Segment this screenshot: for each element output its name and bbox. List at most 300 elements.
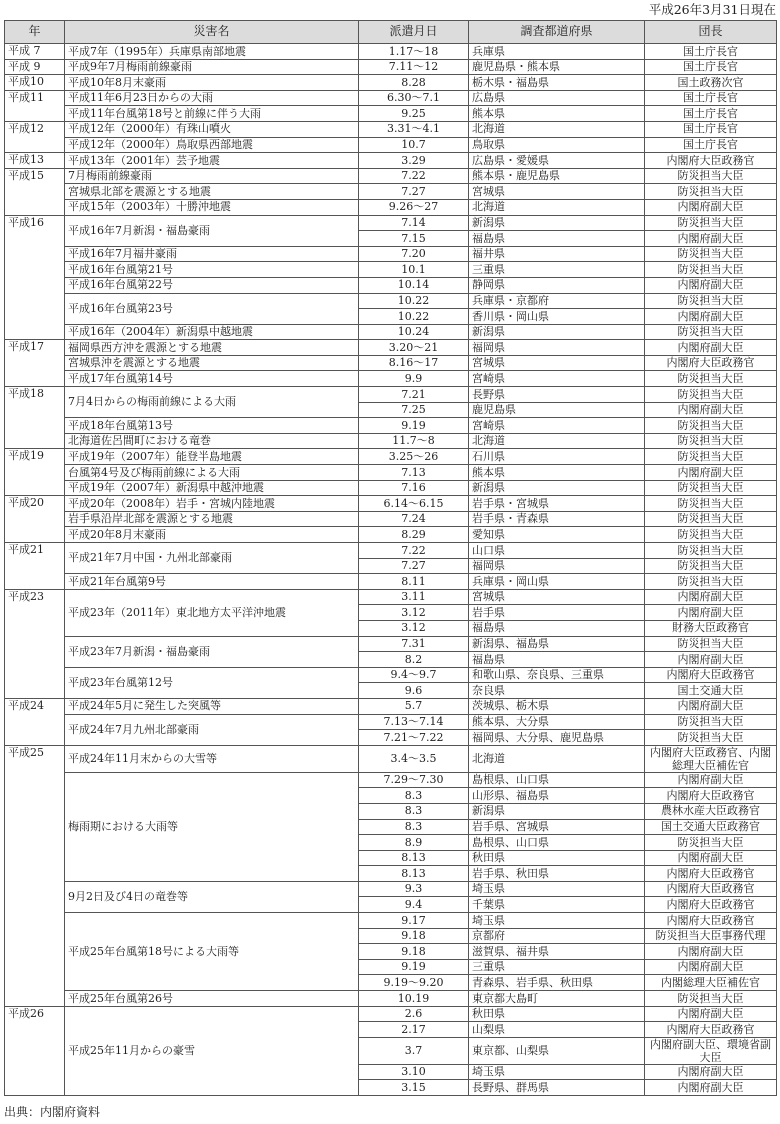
cell-dispatch-date: 7.21〜7.22 bbox=[359, 730, 469, 746]
cell-disaster-name: 平成15年（2003年）十勝沖地震 bbox=[65, 199, 359, 215]
cell-dispatch-date: 10.22 bbox=[359, 309, 469, 325]
cell-dispatch-date: 11.7〜8 bbox=[359, 433, 469, 449]
cell-dispatch-date: 9.9 bbox=[359, 371, 469, 387]
cell-prefecture: 福島県 bbox=[469, 620, 645, 636]
cell-team-leader: 防災担当大臣 bbox=[645, 215, 777, 231]
cell-team-leader: 国土庁長官 bbox=[645, 44, 777, 60]
cell-dispatch-date: 10.24 bbox=[359, 324, 469, 340]
cell-dispatch-date: 8.13 bbox=[359, 850, 469, 866]
cell-dispatch-date: 6.14〜6.15 bbox=[359, 496, 469, 512]
cell-team-leader: 内閣府副大臣 bbox=[645, 605, 777, 621]
table-row bbox=[5, 714, 777, 730]
cell-team-leader: 内閣府副大臣 bbox=[645, 589, 777, 605]
cell-dispatch-date: 7.20 bbox=[359, 246, 469, 262]
cell-era: 平成21 bbox=[5, 543, 65, 590]
cell-team-leader: 内閣府副大臣 bbox=[645, 959, 777, 975]
table-row bbox=[5, 75, 777, 91]
cell-prefecture: 熊本県 bbox=[469, 106, 645, 122]
cell-dispatch-date: 2.6 bbox=[359, 1006, 469, 1022]
cell-prefecture: 北海道 bbox=[469, 199, 645, 215]
cell-dispatch-date: 3.11 bbox=[359, 589, 469, 605]
cell-dispatch-date: 9.26〜27 bbox=[359, 199, 469, 215]
cell-team-leader: 内閣府副大臣 bbox=[645, 944, 777, 960]
cell-disaster-name: 宮城県沖を震源とする地震 bbox=[65, 355, 359, 371]
cell-dispatch-date: 8.9 bbox=[359, 835, 469, 851]
cell-team-leader: 内閣府副大臣 bbox=[645, 199, 777, 215]
cell-disaster-name: 平成20年8月末豪雨 bbox=[65, 527, 359, 543]
cell-dispatch-date: 3.4〜3.5 bbox=[359, 745, 469, 772]
cell-era: 平成19 bbox=[5, 449, 65, 496]
table-row bbox=[5, 449, 777, 465]
cell-disaster-name: 平成23年台風第12号 bbox=[65, 667, 359, 698]
cell-dispatch-date: 8.2 bbox=[359, 652, 469, 668]
cell-prefecture: 山梨県 bbox=[469, 1022, 645, 1038]
cell-prefecture: 東京都大島町 bbox=[469, 991, 645, 1007]
cell-prefecture: 北海道 bbox=[469, 433, 645, 449]
cell-prefecture: 新潟県 bbox=[469, 480, 645, 496]
cell-team-leader: 国土交通大臣政務官 bbox=[645, 819, 777, 835]
cell-team-leader: 農林水産大臣政務官 bbox=[645, 803, 777, 819]
table-row bbox=[5, 355, 777, 371]
cell-prefecture: 新潟県 bbox=[469, 215, 645, 231]
cell-dispatch-date: 10.7 bbox=[359, 137, 469, 153]
cell-prefecture: 宮城県 bbox=[469, 355, 645, 371]
cell-disaster-name: 平成16年7月福井豪雨 bbox=[65, 246, 359, 262]
cell-prefecture: 三重県 bbox=[469, 262, 645, 278]
cell-dispatch-date: 8.13 bbox=[359, 866, 469, 882]
table-row bbox=[5, 418, 777, 434]
cell-prefecture: 福岡県 bbox=[469, 340, 645, 356]
table-row bbox=[5, 589, 777, 605]
cell-prefecture: 愛知県 bbox=[469, 527, 645, 543]
cell-team-leader: 防災担当大臣 bbox=[645, 449, 777, 465]
cell-team-leader: 防災担当大臣事務代理 bbox=[645, 928, 777, 944]
cell-dispatch-date: 7.14 bbox=[359, 215, 469, 231]
cell-disaster-name: 平成9年7月梅雨前線豪雨 bbox=[65, 59, 359, 75]
cell-team-leader: 防災担当大臣 bbox=[645, 433, 777, 449]
cell-era: 平成 9 bbox=[5, 59, 65, 75]
cell-prefecture: 岩手県・宮城県 bbox=[469, 496, 645, 512]
cell-disaster-name: 宮城県北部を震源とする地震 bbox=[65, 184, 359, 200]
cell-team-leader: 防災担当大臣 bbox=[645, 991, 777, 1007]
table-header-row bbox=[5, 21, 777, 44]
cell-prefecture: 福島県 bbox=[469, 231, 645, 247]
table-row bbox=[5, 121, 777, 137]
cell-dispatch-date: 9.4 bbox=[359, 897, 469, 913]
cell-team-leader: 防災担当大臣 bbox=[645, 324, 777, 340]
table-row bbox=[5, 371, 777, 387]
cell-era: 平成11 bbox=[5, 90, 65, 121]
cell-prefecture: 和歌山県、奈良県、三重県 bbox=[469, 667, 645, 683]
cell-team-leader: 防災担当大臣 bbox=[645, 574, 777, 590]
cell-team-leader: 防災担当大臣 bbox=[645, 496, 777, 512]
cell-team-leader: 内閣府副大臣 bbox=[645, 850, 777, 866]
source-note: 出典：内閣府資料 bbox=[4, 1105, 101, 1119]
cell-team-leader: 防災担当大臣 bbox=[645, 730, 777, 746]
cell-disaster-name: 平成23年7月新潟・福島豪雨 bbox=[65, 636, 359, 667]
cell-prefecture: 石川県 bbox=[469, 449, 645, 465]
cell-prefecture: 山形県、福島県 bbox=[469, 788, 645, 804]
cell-prefecture: 埼玉県 bbox=[469, 881, 645, 897]
cell-disaster-name: 岩手県沿岸北部を震源とする地震 bbox=[65, 511, 359, 527]
cell-team-leader: 内閣府副大臣 bbox=[645, 772, 777, 788]
table-row bbox=[5, 137, 777, 153]
cell-dispatch-date: 7.13〜7.14 bbox=[359, 714, 469, 730]
cell-team-leader: 内閣府副大臣 bbox=[645, 340, 777, 356]
table-row bbox=[5, 293, 777, 309]
cell-prefecture: 岩手県・青森県 bbox=[469, 511, 645, 527]
cell-dispatch-date: 8.3 bbox=[359, 819, 469, 835]
cell-team-leader: 国土庁長官 bbox=[645, 59, 777, 75]
cell-dispatch-date: 9.25 bbox=[359, 106, 469, 122]
cell-prefecture: 北海道 bbox=[469, 121, 645, 137]
cell-dispatch-date: 9.4〜9.7 bbox=[359, 667, 469, 683]
cell-disaster-name: 平成20年（2008年）岩手・宮城内陸地震 bbox=[65, 496, 359, 512]
cell-prefecture: 兵庫県・岡山県 bbox=[469, 574, 645, 590]
cell-disaster-name: 平成16年（2004年）新潟県中越地震 bbox=[65, 324, 359, 340]
cell-dispatch-date: 7.27 bbox=[359, 184, 469, 200]
cell-prefecture: 青森県、岩手県、秋田県 bbox=[469, 975, 645, 991]
cell-disaster-name: 平成21年台風第9号 bbox=[65, 574, 359, 590]
table-row bbox=[5, 59, 777, 75]
cell-dispatch-date: 3.25〜26 bbox=[359, 449, 469, 465]
cell-disaster-name: 平成11年台風第18号と前線に伴う大雨 bbox=[65, 106, 359, 122]
cell-dispatch-date: 5.7 bbox=[359, 698, 469, 714]
cell-team-leader: 内閣府副大臣 bbox=[645, 1064, 777, 1080]
cell-prefecture: 埼玉県 bbox=[469, 1064, 645, 1080]
cell-team-leader: 国土庁長官 bbox=[645, 90, 777, 106]
table-row bbox=[5, 199, 777, 215]
cell-era: 平成24 bbox=[5, 698, 65, 745]
cell-team-leader: 内閣府副大臣 bbox=[645, 1080, 777, 1096]
cell-prefecture: 山口県 bbox=[469, 543, 645, 559]
cell-team-leader: 内閣府副大臣 bbox=[645, 652, 777, 668]
cell-disaster-name: 7月梅雨前線豪雨 bbox=[65, 168, 359, 184]
cell-team-leader: 防災担当大臣 bbox=[645, 418, 777, 434]
table-row bbox=[5, 387, 777, 403]
cell-team-leader: 内閣府大臣政務官 bbox=[645, 1022, 777, 1038]
cell-team-leader: 防災担当大臣 bbox=[645, 558, 777, 574]
cell-prefecture: 広島県 bbox=[469, 90, 645, 106]
cell-team-leader: 国土庁長官 bbox=[645, 137, 777, 153]
cell-prefecture: 新潟県 bbox=[469, 324, 645, 340]
table-row bbox=[5, 340, 777, 356]
cell-team-leader: 内閣府大臣政務官、内閣総理大臣補佐官 bbox=[645, 745, 777, 772]
cell-era: 平成16 bbox=[5, 215, 65, 340]
cell-disaster-name: 台風第4号及び梅雨前線による大雨 bbox=[65, 465, 359, 481]
cell-team-leader: 国土庁長官 bbox=[645, 121, 777, 137]
cell-prefecture: 東京都、山梨県 bbox=[469, 1037, 645, 1064]
cell-prefecture: 茨城県、栃木県 bbox=[469, 698, 645, 714]
cell-team-leader: 防災担当大臣 bbox=[645, 371, 777, 387]
cell-dispatch-date: 8.11 bbox=[359, 574, 469, 590]
table-row bbox=[5, 511, 777, 527]
cell-team-leader: 内閣府大臣政務官 bbox=[645, 788, 777, 804]
cell-disaster-name: 平成19年（2007年）能登半島地震 bbox=[65, 449, 359, 465]
cell-prefecture: 広島県・愛媛県 bbox=[469, 153, 645, 169]
cell-prefecture: 宮崎県 bbox=[469, 371, 645, 387]
cell-dispatch-date: 7.29〜7.30 bbox=[359, 772, 469, 788]
cell-disaster-name: 平成21年7月中国・九州北部豪雨 bbox=[65, 543, 359, 574]
cell-prefecture: 鹿児島県 bbox=[469, 402, 645, 418]
table-row bbox=[5, 745, 777, 772]
cell-era: 平成10 bbox=[5, 75, 65, 91]
cell-dispatch-date: 10.19 bbox=[359, 991, 469, 1007]
cell-dispatch-date: 8.16〜17 bbox=[359, 355, 469, 371]
cell-dispatch-date: 9.6 bbox=[359, 683, 469, 699]
table-row bbox=[5, 527, 777, 543]
cell-team-leader: 内閣府副大臣 bbox=[645, 231, 777, 247]
cell-era: 平成 7 bbox=[5, 44, 65, 60]
cell-team-leader: 内閣府大臣政務官 bbox=[645, 897, 777, 913]
table-row bbox=[5, 574, 777, 590]
cell-prefecture: 福島県 bbox=[469, 652, 645, 668]
cell-disaster-name: 平成16年台風第22号 bbox=[65, 277, 359, 293]
cell-prefecture: 福岡県、大分県、鹿児島県 bbox=[469, 730, 645, 746]
cell-era: 平成25 bbox=[5, 745, 65, 1006]
cell-disaster-name: 平成16年7月新潟・福島豪雨 bbox=[65, 215, 359, 246]
cell-team-leader: 内閣府副大臣 bbox=[645, 277, 777, 293]
cell-disaster-name: 平成24年7月九州北部豪雨 bbox=[65, 714, 359, 745]
cell-prefecture: 島根県、山口県 bbox=[469, 835, 645, 851]
cell-team-leader: 防災担当大臣 bbox=[645, 262, 777, 278]
cell-era: 平成15 bbox=[5, 168, 65, 215]
cell-team-leader: 防災担当大臣 bbox=[645, 714, 777, 730]
cell-dispatch-date: 7.24 bbox=[359, 511, 469, 527]
table-body bbox=[5, 44, 777, 1096]
cell-team-leader: 国土政務次官 bbox=[645, 75, 777, 91]
cell-prefecture: 秋田県 bbox=[469, 1006, 645, 1022]
cell-era: 平成12 bbox=[5, 121, 65, 152]
cell-disaster-name: 梅雨期における大雨等 bbox=[65, 772, 359, 881]
cell-dispatch-date: 3.12 bbox=[359, 620, 469, 636]
cell-prefecture: 熊本県 bbox=[469, 465, 645, 481]
cell-dispatch-date: 3.20〜21 bbox=[359, 340, 469, 356]
cell-prefecture: 島根県、山口県 bbox=[469, 772, 645, 788]
cell-dispatch-date: 3.31〜4.1 bbox=[359, 121, 469, 137]
cell-team-leader: 内閣府副大臣、環境省副大臣 bbox=[645, 1037, 777, 1064]
cell-disaster-name: 平成24年11月末からの大雪等 bbox=[65, 745, 359, 772]
cell-prefecture: 宮城県 bbox=[469, 589, 645, 605]
cell-prefecture: 宮崎県 bbox=[469, 418, 645, 434]
cell-dispatch-date: 7.25 bbox=[359, 402, 469, 418]
cell-team-leader: 内閣府大臣政務官 bbox=[645, 355, 777, 371]
cell-team-leader: 防災担当大臣 bbox=[645, 387, 777, 403]
cell-era: 平成17 bbox=[5, 340, 65, 387]
cell-dispatch-date: 9.18 bbox=[359, 928, 469, 944]
cell-disaster-name: 平成25年台風第18号による大雨等 bbox=[65, 913, 359, 991]
cell-dispatch-date: 3.7 bbox=[359, 1037, 469, 1064]
cell-dispatch-date: 9.19〜9.20 bbox=[359, 975, 469, 991]
table-row bbox=[5, 44, 777, 60]
cell-dispatch-date: 3.29 bbox=[359, 153, 469, 169]
cell-dispatch-date: 7.11〜12 bbox=[359, 59, 469, 75]
cell-prefecture: 長野県、群馬県 bbox=[469, 1080, 645, 1096]
cell-prefecture: 千葉県 bbox=[469, 897, 645, 913]
cell-dispatch-date: 7.16 bbox=[359, 480, 469, 496]
cell-dispatch-date: 7.15 bbox=[359, 231, 469, 247]
cell-team-leader: 内閣府大臣政務官 bbox=[645, 881, 777, 897]
cell-disaster-name: 平成7年（1995年）兵庫県南部地震 bbox=[65, 44, 359, 60]
cell-dispatch-date: 7.31 bbox=[359, 636, 469, 652]
cell-dispatch-date: 9.18 bbox=[359, 944, 469, 960]
cell-disaster-name: 福岡県西方沖を震源とする地震 bbox=[65, 340, 359, 356]
cell-team-leader: 防災担当大臣 bbox=[645, 184, 777, 200]
cell-team-leader: 内閣府副大臣 bbox=[645, 402, 777, 418]
cell-dispatch-date: 1.17〜18 bbox=[359, 44, 469, 60]
as-of-date: 平成26年3月31日現在 bbox=[648, 2, 776, 17]
cell-disaster-name: 平成16年台風第23号 bbox=[65, 293, 359, 324]
cell-disaster-name: 平成13年（2001年）芸予地震 bbox=[65, 153, 359, 169]
cell-prefecture: 香川県・岡山県 bbox=[469, 309, 645, 325]
table-row bbox=[5, 698, 777, 714]
table-row bbox=[5, 262, 777, 278]
cell-disaster-name: 平成24年5月に発生した突風等 bbox=[65, 698, 359, 714]
table-row bbox=[5, 277, 777, 293]
table-row bbox=[5, 90, 777, 106]
table-row bbox=[5, 881, 777, 897]
table-row bbox=[5, 991, 777, 1007]
cell-team-leader: 内閣府大臣政務官 bbox=[645, 153, 777, 169]
cell-dispatch-date: 10.22 bbox=[359, 293, 469, 309]
cell-era: 平成18 bbox=[5, 387, 65, 449]
cell-team-leader: 防災担当大臣 bbox=[645, 527, 777, 543]
cell-team-leader: 内閣府大臣政務官 bbox=[645, 866, 777, 882]
cell-dispatch-date: 6.30〜7.1 bbox=[359, 90, 469, 106]
cell-dispatch-date: 2.17 bbox=[359, 1022, 469, 1038]
cell-dispatch-date: 7.13 bbox=[359, 465, 469, 481]
cell-team-leader: 防災担当大臣 bbox=[645, 168, 777, 184]
cell-dispatch-date: 7.22 bbox=[359, 543, 469, 559]
cell-disaster-name: 平成25年台風第26号 bbox=[65, 991, 359, 1007]
col-header-date: 派遣月日 bbox=[359, 21, 469, 44]
cell-prefecture: 長野県 bbox=[469, 387, 645, 403]
cell-dispatch-date: 9.17 bbox=[359, 913, 469, 929]
cell-dispatch-date: 3.10 bbox=[359, 1064, 469, 1080]
cell-disaster-name: 平成19年（2007年）新潟県中越沖地震 bbox=[65, 480, 359, 496]
cell-era: 平成20 bbox=[5, 496, 65, 543]
table-row bbox=[5, 543, 777, 559]
cell-prefecture: 熊本県、大分県 bbox=[469, 714, 645, 730]
cell-dispatch-date: 9.19 bbox=[359, 418, 469, 434]
cell-era: 平成26 bbox=[5, 1006, 65, 1095]
col-header-disaster: 災害名 bbox=[65, 21, 359, 44]
cell-disaster-name: 平成17年台風第14号 bbox=[65, 371, 359, 387]
cell-prefecture: 兵庫県 bbox=[469, 44, 645, 60]
cell-team-leader: 内閣府副大臣 bbox=[645, 1006, 777, 1022]
cell-prefecture: 三重県 bbox=[469, 959, 645, 975]
table-row bbox=[5, 433, 777, 449]
table-row bbox=[5, 1006, 777, 1022]
cell-prefecture: 福井県 bbox=[469, 246, 645, 262]
table-row bbox=[5, 636, 777, 652]
cell-team-leader: 防災担当大臣 bbox=[645, 480, 777, 496]
cell-dispatch-date: 10.14 bbox=[359, 277, 469, 293]
cell-dispatch-date: 7.22 bbox=[359, 168, 469, 184]
cell-team-leader: 防災担当大臣 bbox=[645, 636, 777, 652]
cell-team-leader: 防災担当大臣 bbox=[645, 543, 777, 559]
cell-disaster-name: 平成23年（2011年）東北地方太平洋沖地震 bbox=[65, 589, 359, 636]
cell-team-leader: 財務大臣政務官 bbox=[645, 620, 777, 636]
cell-disaster-name: 平成12年（2000年）鳥取県西部地震 bbox=[65, 137, 359, 153]
cell-dispatch-date: 7.27 bbox=[359, 558, 469, 574]
cell-team-leader: 国土庁長官 bbox=[645, 106, 777, 122]
cell-dispatch-date: 8.28 bbox=[359, 75, 469, 91]
table-row bbox=[5, 913, 777, 929]
cell-prefecture: 兵庫県・京都府 bbox=[469, 293, 645, 309]
cell-dispatch-date: 9.19 bbox=[359, 959, 469, 975]
table-row bbox=[5, 215, 777, 231]
cell-dispatch-date: 8.3 bbox=[359, 788, 469, 804]
cell-prefecture: 新潟県、福島県 bbox=[469, 636, 645, 652]
cell-prefecture: 熊本県・鹿児島県 bbox=[469, 168, 645, 184]
table-row bbox=[5, 106, 777, 122]
cell-dispatch-date: 8.29 bbox=[359, 527, 469, 543]
cell-prefecture: 滋賀県、福井県 bbox=[469, 944, 645, 960]
table-row bbox=[5, 168, 777, 184]
cell-team-leader: 防災担当大臣 bbox=[645, 246, 777, 262]
cell-prefecture: 鳥取県 bbox=[469, 137, 645, 153]
cell-dispatch-date: 9.3 bbox=[359, 881, 469, 897]
table-row bbox=[5, 184, 777, 200]
cell-team-leader: 内閣府副大臣 bbox=[645, 698, 777, 714]
cell-team-leader: 国土交通大臣 bbox=[645, 683, 777, 699]
cell-disaster-name: 平成25年11月からの豪雪 bbox=[65, 1006, 359, 1095]
government-survey-team-table bbox=[4, 20, 777, 1096]
cell-team-leader: 内閣府副大臣 bbox=[645, 465, 777, 481]
cell-team-leader: 防災担当大臣 bbox=[645, 511, 777, 527]
cell-team-leader: 防災担当大臣 bbox=[645, 293, 777, 309]
cell-disaster-name: 平成12年（2000年）有珠山噴火 bbox=[65, 121, 359, 137]
cell-prefecture: 静岡県 bbox=[469, 277, 645, 293]
table-row bbox=[5, 246, 777, 262]
cell-prefecture: 岩手県 bbox=[469, 605, 645, 621]
cell-prefecture: 鹿児島県・熊本県 bbox=[469, 59, 645, 75]
cell-team-leader: 内閣府副大臣 bbox=[645, 309, 777, 325]
cell-prefecture: 秋田県 bbox=[469, 850, 645, 866]
cell-disaster-name: 9月2日及び4日の竜巻等 bbox=[65, 881, 359, 912]
col-header-prefecture: 調査都道府県 bbox=[469, 21, 645, 44]
cell-disaster-name: 平成18年台風第13号 bbox=[65, 418, 359, 434]
cell-team-leader: 内閣総理大臣補佐官 bbox=[645, 975, 777, 991]
cell-disaster-name: 平成11年6月23日からの大雨 bbox=[65, 90, 359, 106]
cell-era: 平成23 bbox=[5, 589, 65, 698]
cell-prefecture: 埼玉県 bbox=[469, 913, 645, 929]
cell-dispatch-date: 3.15 bbox=[359, 1080, 469, 1096]
table-row bbox=[5, 480, 777, 496]
table-row bbox=[5, 496, 777, 512]
table-row bbox=[5, 324, 777, 340]
cell-team-leader: 内閣府大臣政務官 bbox=[645, 667, 777, 683]
cell-prefecture: 福岡県 bbox=[469, 558, 645, 574]
cell-prefecture: 岩手県、宮城県 bbox=[469, 819, 645, 835]
cell-prefecture: 栃木県・福島県 bbox=[469, 75, 645, 91]
cell-dispatch-date: 10.1 bbox=[359, 262, 469, 278]
table-row bbox=[5, 667, 777, 683]
cell-team-leader: 内閣府大臣政務官 bbox=[645, 913, 777, 929]
cell-dispatch-date: 7.21 bbox=[359, 387, 469, 403]
cell-prefecture: 奈良県 bbox=[469, 683, 645, 699]
cell-prefecture: 宮城県 bbox=[469, 184, 645, 200]
cell-dispatch-date: 8.3 bbox=[359, 803, 469, 819]
cell-disaster-name: 7月4日からの梅雨前線による大雨 bbox=[65, 387, 359, 418]
table-row bbox=[5, 772, 777, 788]
cell-disaster-name: 平成10年8月末豪雨 bbox=[65, 75, 359, 91]
table-row bbox=[5, 465, 777, 481]
cell-disaster-name: 平成16年台風第21号 bbox=[65, 262, 359, 278]
table-row bbox=[5, 153, 777, 169]
cell-era: 平成13 bbox=[5, 153, 65, 169]
